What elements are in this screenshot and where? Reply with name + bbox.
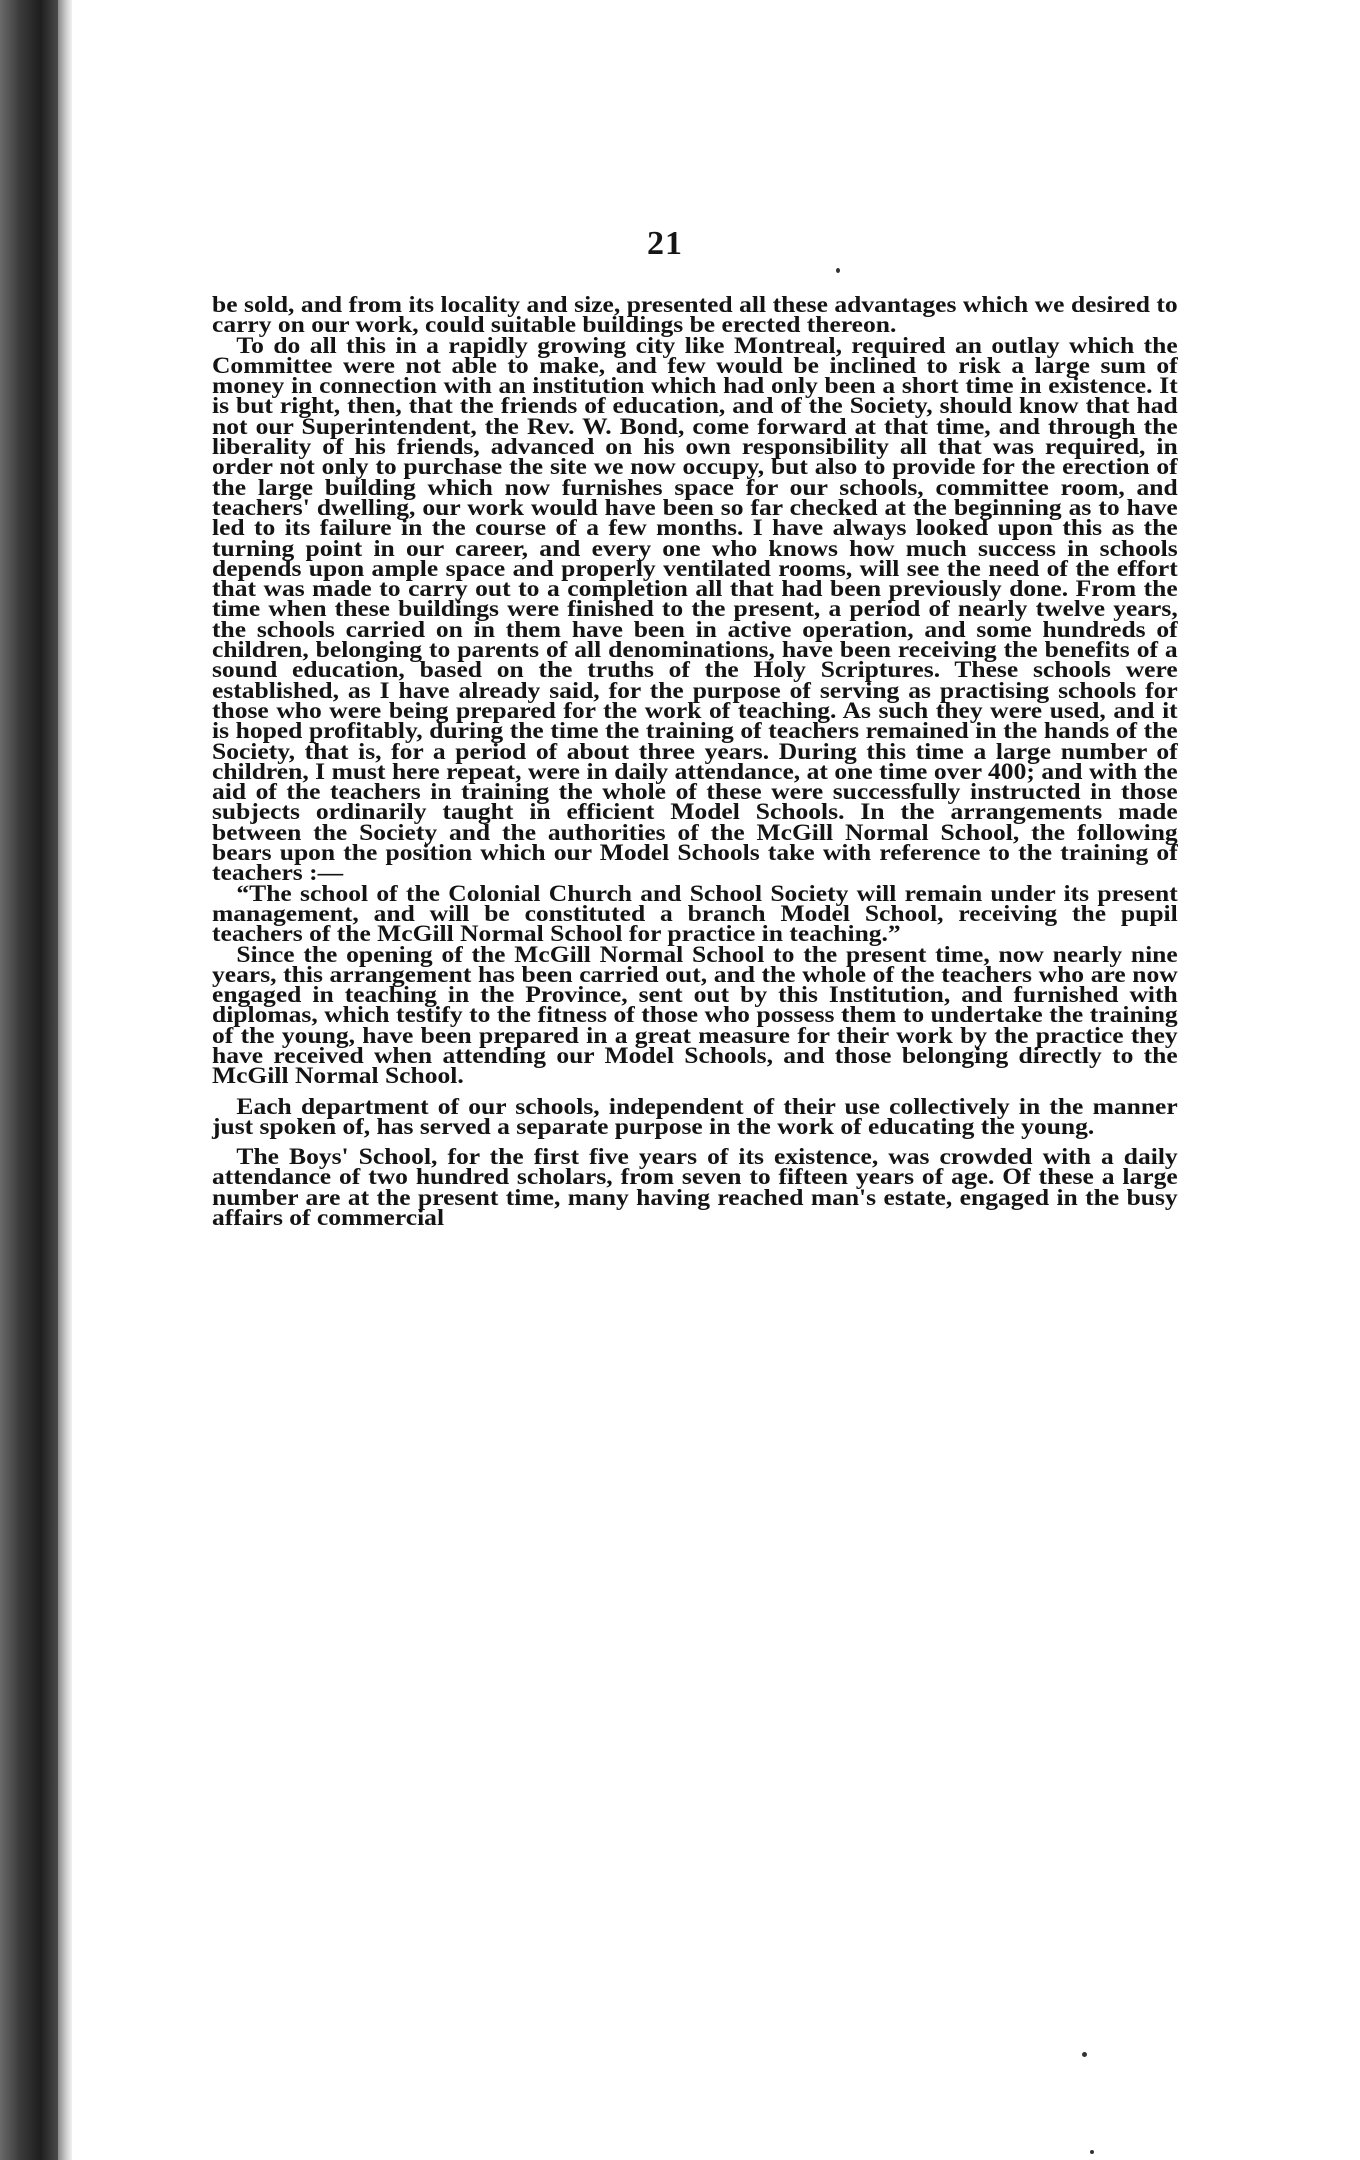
scan-speck bbox=[1082, 2052, 1087, 2057]
body-text bbox=[212, 292, 1178, 1231]
page-gutter-shadow bbox=[58, 0, 72, 2160]
page-number: 21 bbox=[647, 225, 683, 262]
scan-speck bbox=[1090, 2150, 1094, 2154]
paragraph-3-quotation: “The school of the Colonial Church and School Society will remain under its present management, and will be constituted a branch Model School, receiving the pupil teachers of the McGill Normal School for practice in teaching.” bbox=[212, 880, 1178, 947]
paragraph-2: To do all this in a rapidly growing city like Montreal, required an outlay which the Committee were not able to make, and few would be inclined to risk a large sum of money in connection with an institution which had only been a short time in existence. It is but right, then, that the friends of education, and of the Society, should know that had not our Superintendent, the Rev. W. Bond, come forward at that time, and through the liberality of his friends, advanced on his own responsibility all that was required, in order not only to purchase the site we now occupy, but also to provide for the erection of the large building which now furnishes space for our schools, committee room, and teachers' dwelling, our work would have been so far checked at the beginning as to have led to its failure in the course of a few months. I have always looked upon this as the turning point in our career, and every one who knows how much success in schools depends upon ample space and properly ventilated rooms, will see the need of the effort that was made to carry out to a completion all that had been previously done. From the time when these buildings were finished to the present, a period of nearly twelve years, the schools carried on in them have been in active operation, and some hundreds of children, belonging to parents of all denominations, have been receiving the benefits of a sound education, based on the truths of the Holy Scriptures. These schools were established, as I have already said, for the purpose of serving as practising schools for those who were being prepared for the work of teaching. As such they were used, and it is hoped profitably, during the time the training of teachers remained in the hands of the Society, that is, for a period of about three years. During this time a large number of children, I must here repeat, were in daily attendance, at one time over 400; and with the aid of the teachers in training the whole of these were successfully instructed in those subjects ordinarily taught in efficient Model Schools. In the arrangements made between the Society and the authorities of the McGill Normal School, the following bears upon the position which our Model Schools take with reference to the training of teachers :— bbox=[212, 332, 1178, 886]
paragraph-6: The Boys' School, for the first five years of its existence, was crowded with a daily attendance of two hundred scholars, from seven to fifteen years of age. Of these a large number are at the present time, many having reached man's estate, engaged in the busy affairs of commercial bbox=[212, 1144, 1178, 1231]
paragraph-5: Each department of our schools, independent of their use collectively in the manner just spoken of, has served a separate purpose in the work of educating the young. bbox=[212, 1093, 1178, 1139]
scan-speck bbox=[836, 268, 840, 273]
book-spine bbox=[0, 0, 58, 2160]
paragraph-1: be sold, and from its locality and size, presented all these advantages which we desired to carry on our work, could suitable buildings be erected thereon. bbox=[212, 292, 1178, 338]
paragraph-4: Since the opening of the McGill Normal School to the present time, now nearly nine years, this arrangement has been carried out, and the whole of the teachers who are now engaged in teaching in the Province, sent out by this Institution, and furnished with diplomas, which testify to the fitness of those who possess them to undertake the training of the young, have been prepared in a great measure for their work by the practice they have received when attending our Model Schools, and those belonging directly to the McGill Normal School. bbox=[212, 941, 1178, 1089]
